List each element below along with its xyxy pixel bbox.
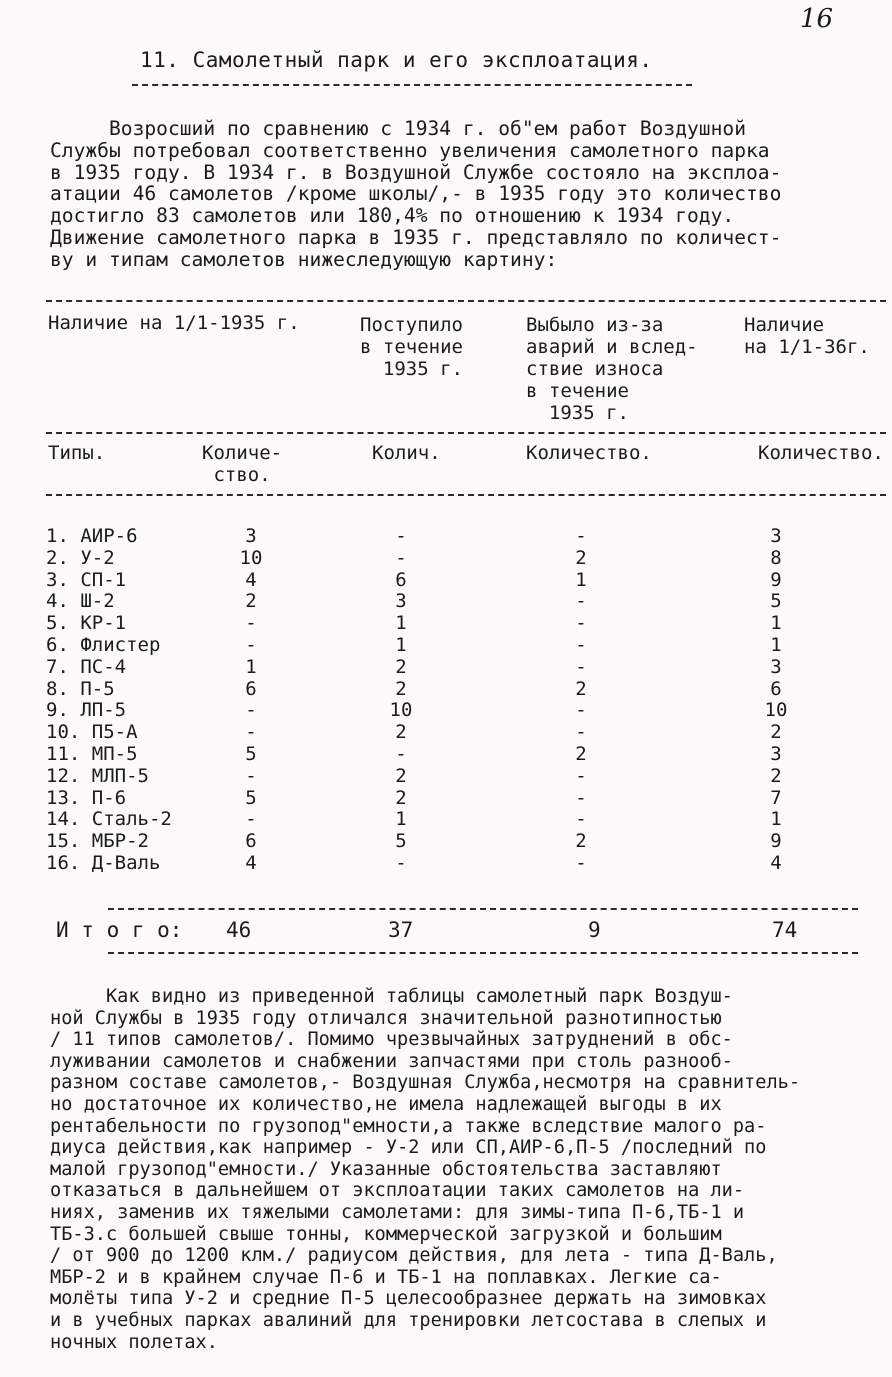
intro-line: ву и типам самолетов нижеследующую картину: — [50, 247, 558, 271]
qty-received-cell: - — [395, 525, 407, 547]
intro-line: Службы потребовал соответственно увеличения самолетного парка — [50, 138, 770, 162]
aircraft-type-cell: 5. КР-1 — [46, 612, 127, 635]
table-top-rule — [46, 300, 886, 302]
aircraft-type-cell: 13. П-6 — [46, 786, 127, 809]
qty-end-cell: 10 — [764, 699, 788, 722]
intro-line: атации 46 самолетов /кроме школы/,- в 1935 году это количество — [50, 182, 782, 206]
qty-end-cell: 4 — [770, 851, 782, 874]
closing-line: / 11 типов самолетов/. Помимо чрезвычайных затруднений в обс- — [50, 1029, 733, 1051]
qty-retired-cell: - — [575, 612, 587, 635]
table-row — [46, 635, 886, 657]
table-row — [46, 788, 886, 810]
aircraft-type-cell: 14. Сталь-2 — [46, 808, 172, 831]
closing-line: но достаточное их количество,не имела надлежащей выгоды в их — [50, 1093, 722, 1115]
table-row — [46, 526, 886, 548]
total-qty4: 74 — [772, 918, 798, 942]
qty-start-cell: 4 — [245, 568, 257, 591]
aircraft-table — [46, 526, 886, 875]
closing-line: разном составе самолетов,- Воздушная Служба,несмотря на сравнитель- — [50, 1072, 801, 1094]
col-header-qty3: Количество. — [526, 442, 652, 464]
qty-retired-cell: - — [575, 699, 587, 722]
qty-received-cell: 1 — [395, 633, 407, 656]
qty-retired-cell: - — [575, 590, 587, 613]
aircraft-type-cell: 16. Д-Валь — [46, 851, 161, 874]
qty-received-cell: 1 — [395, 612, 407, 635]
closing-line: ночных полетах. — [50, 1331, 218, 1353]
qty-received-cell: - — [395, 851, 407, 874]
closing-line: ной Службы в 1935 году отличался значительной разнотипностью — [50, 1007, 722, 1029]
table-row — [46, 570, 886, 592]
qty-end-cell: 5 — [770, 590, 782, 613]
aircraft-type-cell: 1. АИР-6 — [46, 525, 138, 547]
intro-paragraph — [50, 118, 781, 271]
qty-received-cell: 2 — [395, 721, 407, 744]
closing-line: отказаться в дальнейшем от эксплоатации таких самолетов на ли- — [50, 1180, 745, 1202]
table-row — [46, 766, 886, 788]
group-header-received: Поступило в течение 1935 г. — [360, 314, 463, 380]
closing-line: малой грузопод"емности./ Указанные обстоятельства заставляют — [50, 1158, 722, 1180]
total-top-rule — [108, 908, 858, 910]
qty-received-cell: 3 — [395, 590, 407, 613]
table-row — [46, 613, 886, 635]
table-row — [46, 591, 886, 613]
group-header-end: Наличие на 1/1-36г. — [744, 314, 870, 358]
qty-start-cell: - — [245, 633, 257, 656]
qty-received-cell: 5 — [395, 830, 407, 853]
qty-end-cell: 3 — [770, 655, 782, 678]
qty-retired-cell: - — [575, 851, 587, 874]
heading-underline — [132, 84, 692, 86]
closing-line: ниях, заменив их тяжелыми самолетами: для зимы-типа П-6,ТБ-1 и — [50, 1201, 745, 1223]
aircraft-type-cell: 3. СП-1 — [46, 568, 127, 591]
col-header-qty2: Колич. — [372, 442, 441, 464]
qty-end-cell: 2 — [770, 721, 782, 744]
intro-line: Возросший по сравнению с 1934 г. об"ем работ Воздушной — [50, 117, 746, 140]
qty-end-cell: 7 — [770, 786, 782, 809]
intro-line: Движение самолетного парка в 1935 г. представляло по количест- — [50, 225, 782, 249]
aircraft-type-cell: 15. МБР-2 — [46, 830, 149, 853]
qty-received-cell: 10 — [389, 699, 413, 722]
qty-received-cell: 6 — [395, 568, 407, 591]
aircraft-type-cell: 12. МЛП-5 — [46, 764, 149, 787]
total-qty2: 37 — [388, 918, 414, 942]
qty-received-cell: - — [395, 742, 407, 765]
qty-received-cell: 2 — [395, 786, 407, 809]
section-heading: 11. Самолетный парк и его эксплоатация. — [140, 48, 653, 72]
aircraft-type-cell: 2. У-2 — [46, 546, 115, 569]
qty-received-cell: 2 — [395, 677, 407, 700]
qty-received-cell: 2 — [395, 764, 407, 787]
qty-start-cell: - — [245, 699, 257, 722]
qty-end-cell: 8 — [770, 546, 782, 569]
header-divider-rule — [46, 432, 886, 434]
qty-end-cell: 3 — [770, 525, 782, 547]
qty-retired-cell: - — [575, 786, 587, 809]
qty-end-cell: 1 — [770, 808, 782, 831]
table-row — [46, 853, 886, 875]
qty-end-cell: 1 — [770, 633, 782, 656]
intro-line: достигло 83 самолетов или 180,4% по отношению к 1934 году. — [50, 204, 735, 228]
aircraft-type-cell: 4. Ш-2 — [46, 590, 115, 613]
total-qty3: 9 — [588, 918, 601, 942]
qty-retired-cell: - — [575, 525, 587, 547]
qty-start-cell: 6 — [245, 830, 257, 853]
qty-end-cell: 9 — [770, 568, 782, 591]
qty-end-cell: 2 — [770, 764, 782, 787]
qty-retired-cell: - — [575, 633, 587, 656]
aircraft-type-cell: 10. П5-А — [46, 721, 138, 744]
qty-retired-cell: - — [575, 764, 587, 787]
aircraft-type-cell: 6. Флистер — [46, 633, 161, 656]
group-header-retired: Выбыло из-за аварий и вслед- ствие износа в течение 1935 г. — [526, 314, 698, 424]
table-row — [46, 679, 886, 701]
aircraft-type-cell: 7. ПС-4 — [46, 655, 127, 678]
qty-retired-cell: 1 — [575, 568, 587, 591]
qty-retired-cell: - — [575, 721, 587, 744]
qty-end-cell: 9 — [770, 830, 782, 853]
qty-retired-cell: - — [575, 808, 587, 831]
qty-retired-cell: 2 — [575, 546, 587, 569]
qty-received-cell: 2 — [395, 655, 407, 678]
aircraft-type-cell: 9. ЛП-5 — [46, 699, 127, 722]
col-header-qty1: Количе- ство. — [202, 442, 283, 486]
closing-paragraph — [50, 986, 800, 1353]
qty-retired-cell: 2 — [575, 742, 587, 765]
table-row — [46, 548, 886, 570]
qty-start-cell: - — [245, 808, 257, 831]
col-header-types: Типы. — [48, 442, 106, 464]
table-row — [46, 657, 886, 679]
page-number: 16 — [800, 4, 834, 34]
qty-start-cell: 2 — [245, 590, 257, 613]
closing-line: молёты типа У-2 и средние П-5 целесообразнее держать на зимовках — [50, 1288, 767, 1310]
closing-line: диуса действия,как например - У-2 или СП,АИР-6,П-5 /последний по — [50, 1137, 767, 1159]
table-row — [46, 744, 886, 766]
group-header-start: Наличие на 1/1-1935 г. — [48, 312, 300, 334]
total-qty1: 46 — [226, 918, 252, 942]
qty-received-cell: - — [395, 546, 407, 569]
qty-start-cell: - — [245, 721, 257, 744]
closing-line: / от 900 до 1200 клм./ радиусом действия, для лета - типа Д-Валь, — [50, 1245, 778, 1267]
aircraft-type-cell: 11. МП-5 — [46, 742, 138, 765]
qty-start-cell: 10 — [239, 546, 263, 569]
qty-end-cell: 1 — [770, 612, 782, 635]
aircraft-type-cell: 8. П-5 — [46, 677, 115, 700]
qty-retired-cell: - — [575, 655, 587, 678]
qty-start-cell: 1 — [245, 655, 257, 678]
qty-start-cell: 5 — [245, 786, 257, 809]
closing-line: рентабельности по грузопод"емности,а также вследствие малого ра- — [50, 1115, 767, 1137]
qty-received-cell: 1 — [395, 808, 407, 831]
total-bottom-rule — [108, 952, 858, 954]
closing-line: Как видно из приведенной таблицы самолетный парк Воздуш- — [50, 986, 733, 1007]
qty-end-cell: 6 — [770, 677, 782, 700]
table-row — [46, 831, 886, 853]
table-row — [46, 809, 886, 831]
qty-retired-cell: 2 — [575, 677, 587, 700]
closing-line: ТБ-3.с большей свыше тонны, коммерческой загрузкой и большим — [50, 1223, 722, 1245]
qty-start-cell: 5 — [245, 742, 257, 765]
qty-start-cell: 3 — [245, 525, 257, 547]
table-row — [46, 700, 886, 722]
qty-start-cell: 6 — [245, 677, 257, 700]
intro-line: в 1935 году. В 1934 г. в Воздушной Службе состояло на эксплоа- — [50, 160, 782, 184]
qty-start-cell: - — [245, 764, 257, 787]
qty-start-cell: 4 — [245, 851, 257, 874]
closing-line: МБР-2 и в крайнем случае П-6 и ТБ-1 на поплавках. Легкие са- — [50, 1266, 722, 1288]
qty-retired-cell: 2 — [575, 830, 587, 853]
closing-line: луживании самолетов и снабжении запчастями при столь разнооб- — [50, 1050, 733, 1072]
closing-line: и в учебных парках авалиний для тренировки летсостава в слепых и — [50, 1309, 767, 1331]
qty-end-cell: 3 — [770, 742, 782, 765]
table-row — [46, 722, 886, 744]
header-bottom-rule — [46, 494, 886, 496]
total-label: И т о г о: — [56, 918, 183, 942]
col-header-qty4: Количество. — [758, 442, 884, 464]
qty-start-cell: - — [245, 612, 257, 635]
